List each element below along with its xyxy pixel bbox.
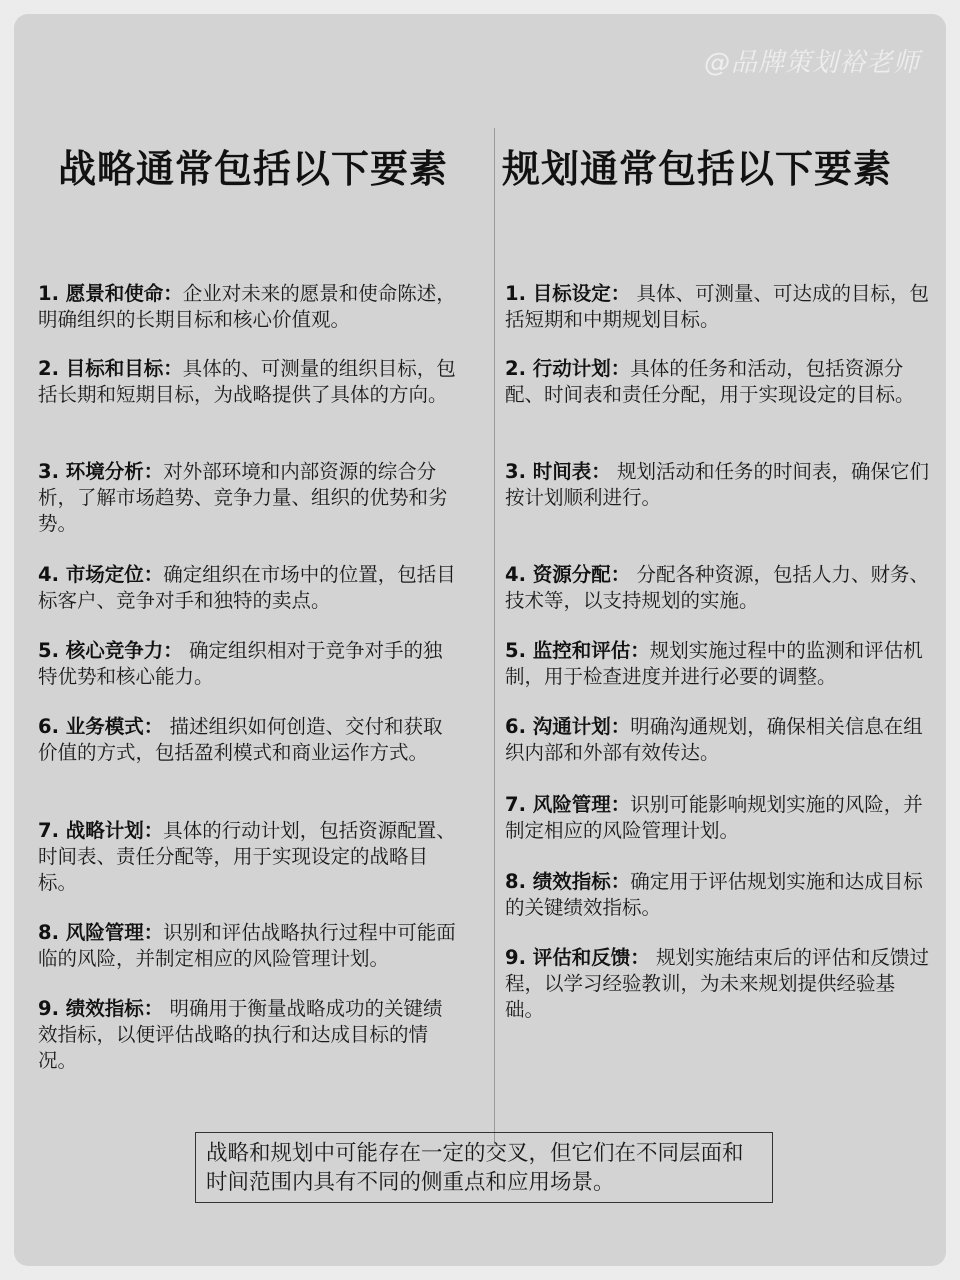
strategy-item [38, 562, 458, 614]
strategy-item [38, 920, 458, 972]
item-desc: 明确用于衡量战略成功的关键绩效指标，以便评估战略的执行和达成目标的情况。 [38, 997, 443, 1072]
planning-title: 规划通常包括以下要素 [502, 147, 893, 191]
item-term: 4. 资源分配： [505, 563, 631, 586]
item-term: 7. 风险管理： [505, 793, 631, 816]
summary-note: 战略和规划中可能存在一定的交叉，但它们在不同层面和时间范围内具有不同的侧重点和应用场景。 [195, 1132, 773, 1203]
planning-item [505, 714, 933, 766]
item-term: 5. 核心竞争力： [38, 639, 183, 662]
item-term: 2. 行动计划： [505, 357, 631, 380]
strategy-title: 战略通常包括以下要素 [58, 147, 449, 191]
item-term: 1. 愿景和使命： [38, 282, 183, 305]
planning-item [505, 869, 933, 921]
item-desc: 描述组织如何创造、交付和获取价值的方式，包括盈利模式和商业运作方式。 [38, 715, 443, 764]
item-desc: 对外部环境和内部资源的综合分析，了解市场趋势、竞争力量、组织的优势和劣势。 [38, 460, 448, 535]
watermark: @品牌策划裕老师 [703, 48, 920, 78]
item-term: 3. 时间表： [505, 460, 611, 483]
item-desc: 规划实施结束后的评估和反馈过程，以学习经验教训，为未来规划提供经验基础。 [505, 946, 929, 1021]
planning-item [505, 792, 933, 844]
item-term: 1. 目标设定： [505, 282, 631, 305]
item-term: 7. 战略计划： [38, 819, 164, 842]
item-term: 8. 绩效指标： [505, 870, 631, 893]
item-desc: 规划活动和任务的时间表，确保它们按计划顺利进行。 [505, 460, 929, 509]
item-desc: 具体的任务和活动，包括资源分配、时间表和责任分配，用于实现设定的目标。 [505, 357, 915, 406]
planning-item [505, 945, 933, 1023]
item-desc: 确定组织在市场中的位置，包括目标客户、竞争对手和独特的卖点。 [38, 563, 456, 612]
planning-item [505, 459, 933, 511]
item-desc: 企业对未来的愿景和使命陈述，明确组织的长期目标和核心价值观。 [38, 282, 456, 331]
strategy-item [38, 638, 458, 690]
strategy-item [38, 996, 458, 1074]
strategy-item [38, 818, 458, 896]
planning-item [505, 281, 933, 333]
item-desc: 具体、可测量、可达成的目标，包括短期和中期规划目标。 [505, 282, 929, 331]
item-term: 9. 评估和反馈： [505, 946, 650, 969]
planning-item [505, 562, 933, 614]
item-desc: 确定用于评估规划实施和达成目标的关键绩效指标。 [505, 870, 923, 919]
item-term: 4. 市场定位： [38, 563, 164, 586]
item-term: 5. 监控和评估： [505, 639, 650, 662]
item-term: 8. 风险管理： [38, 921, 164, 944]
planning-item [505, 638, 933, 690]
item-desc: 具体的行动计划，包括资源配置、时间表、责任分配等，用于实现设定的战略目标。 [38, 819, 456, 894]
item-desc: 明确沟通规划，确保相关信息在组织内部和外部有效传达。 [505, 715, 923, 764]
item-desc: 识别可能影响规划实施的风险，并制定相应的风险管理计划。 [505, 793, 923, 842]
planning-item [505, 356, 933, 408]
item-desc: 分配各种资源，包括人力、财务、技术等，以支持规划的实施。 [505, 563, 929, 612]
column-divider [494, 128, 495, 1144]
item-term: 6. 沟通计划： [505, 715, 631, 738]
strategy-item [38, 356, 458, 408]
item-desc: 具体的、可测量的组织目标，包括长期和短期目标，为战略提供了具体的方向。 [38, 357, 456, 406]
item-desc: 识别和评估战略执行过程中可能面临的风险，并制定相应的风险管理计划。 [38, 921, 456, 970]
item-term: 9. 绩效指标： [38, 997, 164, 1020]
strategy-item [38, 714, 458, 766]
strategy-item [38, 459, 458, 537]
item-term: 2. 目标和目标： [38, 357, 183, 380]
strategy-item [38, 281, 458, 333]
item-desc: 规划实施过程中的监测和评估机制，用于检查进度并进行必要的调整。 [505, 639, 923, 688]
item-term: 3. 环境分析： [38, 460, 164, 483]
item-term: 6. 业务模式： [38, 715, 164, 738]
item-desc: 确定组织相对于竞争对手的独特优势和核心能力。 [38, 639, 443, 688]
